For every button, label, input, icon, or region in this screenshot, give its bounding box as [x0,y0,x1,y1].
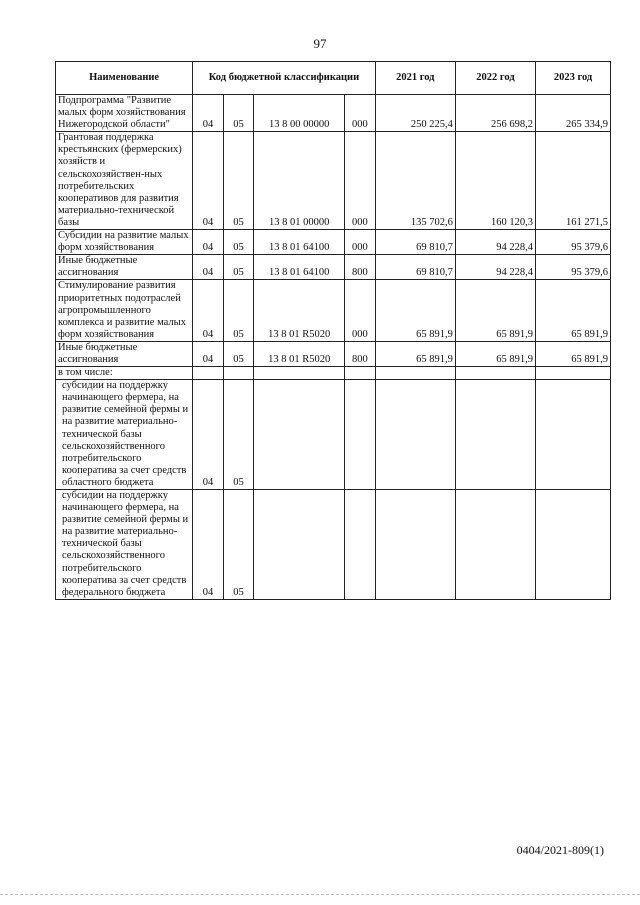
row-code-target [254,490,345,600]
row-name: Грантовая поддержка крестьянских (фермерских) хозяйств и сельскохозяйствен-ных потребительских кооперативов для развития материально-технической базы [56,132,193,230]
table-row [56,132,611,230]
row-value-2022 [455,367,535,380]
table-header-row [56,62,611,95]
row-value-2022: 160 120,3 [455,132,535,230]
header-name: Наименование [56,62,193,95]
row-value-2021: 69 810,7 [375,255,455,280]
row-value-2021 [375,380,455,490]
row-name: Стимулирование развития приоритетных подотраслей агропромышленного комплекса и развитие малых форм хозяйствования [56,280,193,341]
row-code-subsection: 05 [223,280,254,341]
row-code-section: 04 [193,490,224,600]
header-code: Код бюджетной классификации [193,62,376,95]
row-code-subsection: 05 [223,230,254,255]
row-code-type: 000 [345,280,376,341]
row-value-2021 [375,490,455,600]
row-code-target [254,367,345,380]
row-value-2021: 250 225,4 [375,95,455,132]
row-code-target: 13 8 00 00000 [254,95,345,132]
table-row [56,341,611,366]
row-name: в том числе: [56,367,193,380]
row-code-subsection: 05 [223,95,254,132]
row-name: Субсидии на развитие малых форм хозяйствования [56,230,193,255]
table-row [56,255,611,280]
row-code-subsection: 05 [223,490,254,600]
header-2022: 2022 год [455,62,535,95]
table-row [56,95,611,132]
row-code-section: 04 [193,95,224,132]
scan-edge-divider [0,894,640,895]
row-value-2021: 65 891,9 [375,341,455,366]
row-value-2023 [536,380,611,490]
document-code: 0404/2021-809(1) [516,843,604,857]
row-value-2023: 95 379,6 [536,230,611,255]
row-code-type: 000 [345,95,376,132]
row-value-2022: 94 228,4 [455,230,535,255]
row-value-2022: 65 891,9 [455,280,535,341]
row-code-target: 13 8 01 R5020 [254,341,345,366]
row-code-section: 04 [193,132,224,230]
row-value-2021: 65 891,9 [375,280,455,341]
row-name: субсидии на поддержку начинающего фермера, на развитие семейной фермы и на развитие материально-технической базы сельскохозяйственного потребительского кооператива за счет средств областного бюджета [56,380,193,490]
table-row [56,367,611,380]
row-code-subsection: 05 [223,132,254,230]
row-name: субсидии на поддержку начинающего фермера, на развитие семейной фермы и на развитие материально-технической базы сельскохозяйственного потребительского кооператива за счет средств федерального бюджета [56,490,193,600]
row-value-2021: 135 702,6 [375,132,455,230]
row-code-section: 04 [193,341,224,366]
row-code-type: 800 [345,255,376,280]
row-code-type: 800 [345,341,376,366]
header-2023: 2023 год [536,62,611,95]
row-code-target: 13 8 01 R5020 [254,280,345,341]
row-code-target: 13 8 01 00000 [254,132,345,230]
row-value-2022 [455,380,535,490]
row-code-type [345,380,376,490]
table-row [56,230,611,255]
row-code-subsection: 05 [223,255,254,280]
table-row [56,380,611,490]
row-code-section: 04 [193,230,224,255]
row-code-subsection: 05 [223,341,254,366]
row-code-section: 04 [193,255,224,280]
header-2021: 2021 год [375,62,455,95]
row-code-subsection: 05 [223,380,254,490]
row-value-2022: 65 891,9 [455,341,535,366]
row-value-2022: 94 228,4 [455,255,535,280]
row-name: Иные бюджетные ассигнования [56,255,193,280]
row-value-2023 [536,490,611,600]
row-value-2023: 65 891,9 [536,280,611,341]
row-value-2023: 65 891,9 [536,341,611,366]
row-value-2023: 161 271,5 [536,132,611,230]
row-value-2021: 69 810,7 [375,230,455,255]
row-value-2023 [536,367,611,380]
row-value-2023: 95 379,6 [536,255,611,280]
row-code-section: 04 [193,380,224,490]
row-value-2021 [375,367,455,380]
table-row [56,280,611,341]
row-code-type: 000 [345,230,376,255]
row-code-type: 000 [345,132,376,230]
row-code-type [345,490,376,600]
row-code-type [345,367,376,380]
page-number: 97 [313,36,327,51]
row-value-2022: 256 698,2 [455,95,535,132]
row-code-target: 13 8 01 64100 [254,255,345,280]
row-code-subsection [223,367,254,380]
row-name: Подпрограмма "Развитие малых форм хозяйствования Нижегородской области" [56,95,193,132]
row-value-2022 [455,490,535,600]
row-code-section [193,367,224,380]
row-name: Иные бюджетные ассигнования [56,341,193,366]
table-row [56,490,611,600]
row-code-target [254,380,345,490]
budget-table [55,61,611,600]
row-code-target: 13 8 01 64100 [254,230,345,255]
row-value-2023: 265 334,9 [536,95,611,132]
row-code-section: 04 [193,280,224,341]
